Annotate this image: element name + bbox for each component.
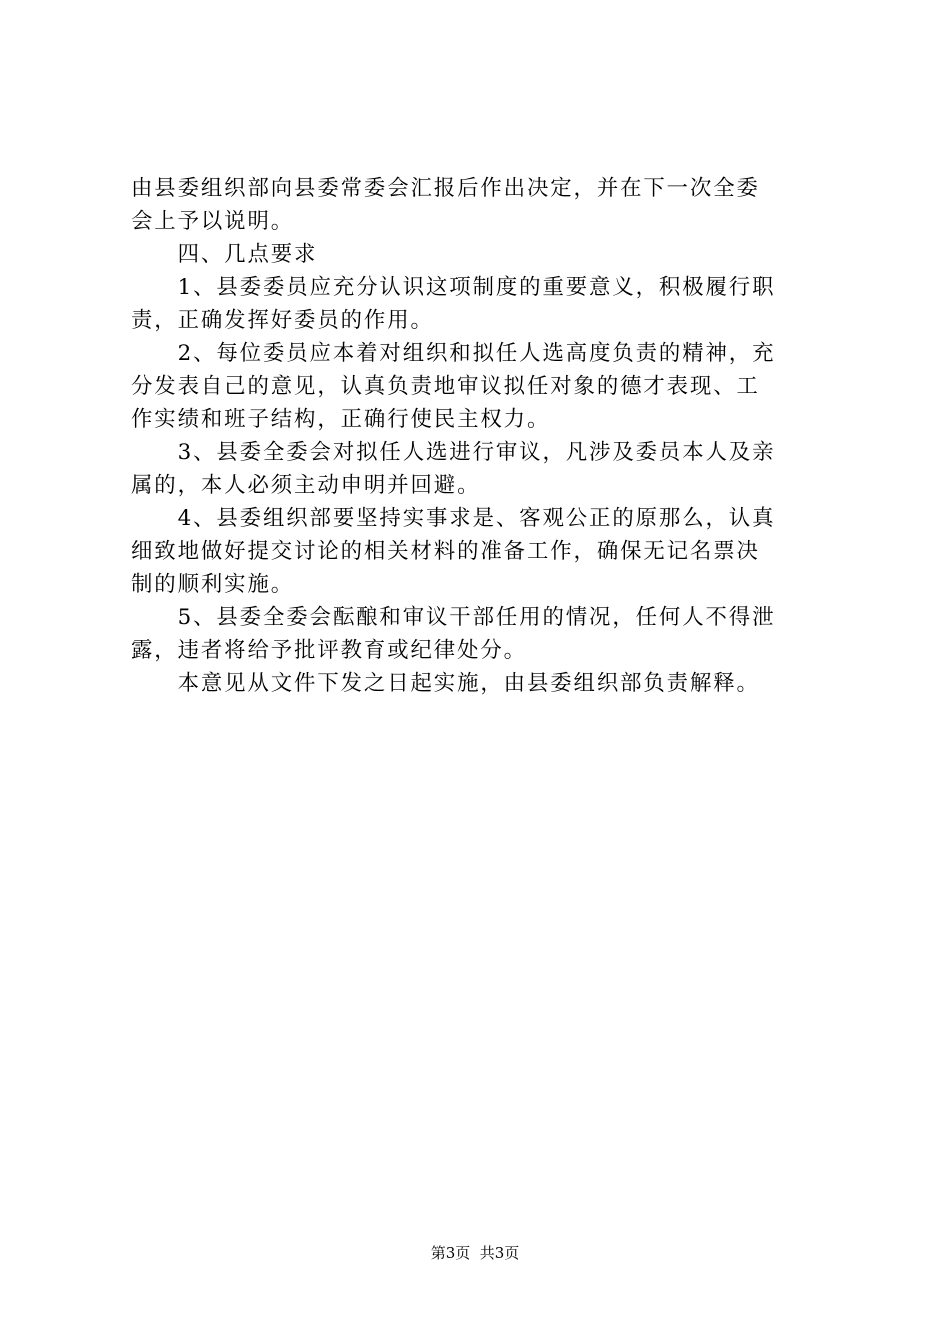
paragraph-line: 作实绩和班子结构，正确行使民主权力。: [131, 407, 551, 432]
page-number-footer: 第3页 共3页: [430, 1244, 520, 1262]
paragraph-line: 5、县委全委会酝酿和审议干部任用的情况，任何人不得泄: [131, 605, 776, 630]
document-body: [131, 172, 831, 700]
section-heading: 四、几点要求: [131, 242, 318, 267]
paragraph-line: 本意见从文件下发之日起实施，由县委组织部负责解释。: [131, 671, 760, 696]
paragraph-line: 属的，本人必须主动申明并回避。: [131, 473, 481, 498]
paragraph-line: 细致地做好提交讨论的相关材料的准备工作，确保无记名票决: [131, 539, 760, 564]
paragraph-line: 4、县委组织部要坚持实事求是、客观公正的原那么，认真: [131, 506, 776, 531]
paragraph-line: 2、每位委员应本着对组织和拟任人选高度负责的精神，充: [131, 341, 776, 366]
paragraph-line: 会上予以说明。: [131, 209, 295, 234]
paragraph-line: 3、县委全委会对拟任人选进行审议，凡涉及委员本人及亲: [131, 440, 776, 465]
paragraph-line: 制的顺利实施。: [131, 572, 295, 597]
paragraph-line: 分发表自己的意见，认真负责地审议拟任对象的德才表现、工: [131, 374, 760, 399]
paragraph-line: 由县委组织部向县委常委会汇报后作出决定，并在下一次全委: [131, 176, 760, 201]
paragraph-line: 1、县委委员应充分认识这项制度的重要意义，积极履行职: [131, 275, 776, 300]
paragraph-line: 露，违者将给予批评教育或纪律处分。: [131, 638, 527, 663]
paragraph-line: 责，正确发挥好委员的作用。: [131, 308, 434, 333]
